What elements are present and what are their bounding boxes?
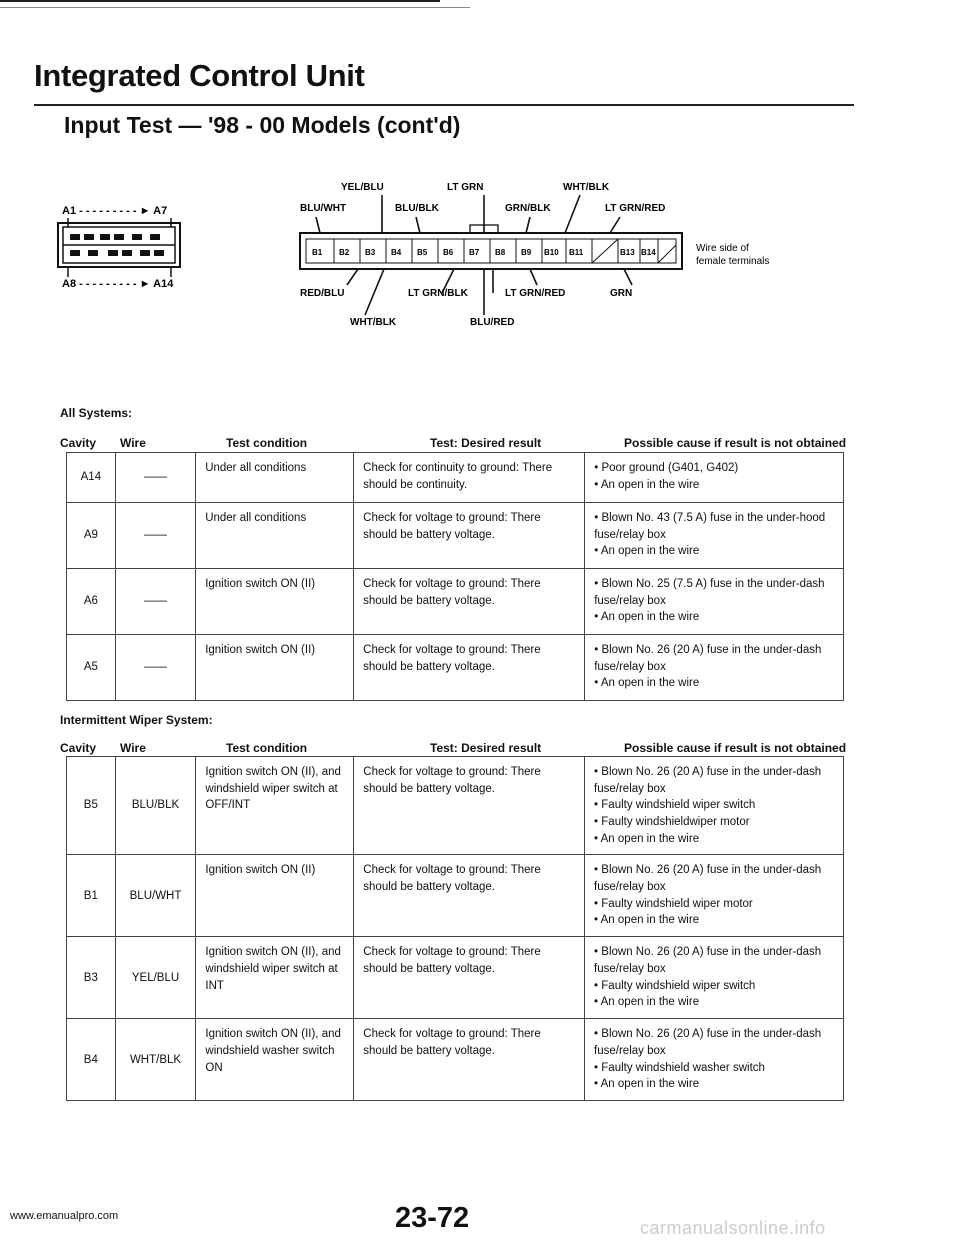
col-condition: Test condition <box>226 436 308 450</box>
top-rule-thin <box>0 7 470 8</box>
connector-diagram <box>0 165 960 365</box>
cause-cell <box>585 503 844 569</box>
wire-label-lt-grn-blk: LT GRN/BLK <box>408 288 468 299</box>
wire-label-lt-grn: LT GRN <box>447 182 484 193</box>
cause-item: • An open in the wire <box>594 994 834 1011</box>
cause-item: • An open in the wire <box>594 477 834 494</box>
cause-item: • Blown No. 43 (7.5 A) fuse in the under-hood fuse/relay box <box>594 510 834 543</box>
cavity-cell: A5 <box>67 635 116 701</box>
all-systems-table <box>66 452 844 701</box>
side-note-line-2: female terminals <box>696 256 770 267</box>
cavity-cell: A6 <box>67 569 116 635</box>
terminal-b3: B3 <box>365 248 376 257</box>
terminal-b10: B10 <box>544 248 559 257</box>
terminal-b9: B9 <box>521 248 532 257</box>
wire-cell: —— <box>115 453 195 503</box>
cause-cell <box>585 937 844 1019</box>
col-cause-2: Possible cause if result is not obtained <box>624 741 847 755</box>
wire-label-lt-grn-red-top: LT GRN/RED <box>605 203 666 214</box>
wire-label-grn: GRN <box>610 288 633 299</box>
cause-item: • Blown No. 26 (20 A) fuse in the under-dash fuse/relay box <box>594 862 834 895</box>
cause-cell <box>585 1019 844 1101</box>
condition-cell: Ignition switch ON (II), and windshield washer switch ON <box>196 1019 354 1101</box>
table-row <box>67 855 844 937</box>
cause-cell <box>585 453 844 503</box>
table-row <box>67 453 844 503</box>
page-number: 23-72 <box>395 1202 470 1234</box>
wire-cell: WHT/BLK <box>115 1019 196 1101</box>
cause-item: • Blown No. 26 (20 A) fuse in the under-dash fuse/relay box <box>594 642 834 675</box>
cause-item: • An open in the wire <box>594 831 834 848</box>
table-row <box>67 1019 844 1101</box>
cause-item: • An open in the wire <box>594 675 834 692</box>
result-cell: Check for voltage to ground: There should be battery voltage. <box>354 503 585 569</box>
table-row <box>67 757 844 855</box>
cause-item: • Blown No. 26 (20 A) fuse in the under-dash fuse/relay box <box>594 1026 834 1059</box>
wire-label-yel-blu: YEL/BLU <box>341 182 384 193</box>
result-cell: Check for voltage to ground: There should be battery voltage. <box>354 1019 585 1101</box>
cavity-cell: B3 <box>67 937 116 1019</box>
table-row <box>67 569 844 635</box>
cause-cell <box>585 569 844 635</box>
cavity-cell: B4 <box>67 1019 116 1101</box>
wire-label-wht-blk-bottom: WHT/BLK <box>350 317 397 328</box>
col-cause: Possible cause if result is not obtained <box>624 436 847 450</box>
result-cell: Check for voltage to ground: There should be battery voltage. <box>354 635 585 701</box>
table-row <box>67 937 844 1019</box>
section-subtitle: Input Test — '98 - 00 Models (cont'd) <box>64 112 461 138</box>
col-condition-2: Test condition <box>226 741 308 755</box>
terminal-b14: B14 <box>641 248 656 257</box>
condition-cell: Ignition switch ON (II) <box>196 635 354 701</box>
side-note-line-1: Wire side of <box>696 243 749 254</box>
table-row <box>67 635 844 701</box>
wire-cell: —— <box>115 635 195 701</box>
wiper-system-label: Intermittent Wiper System: <box>60 713 213 727</box>
cavity-cell: A9 <box>67 503 116 569</box>
cause-item: • Blown No. 25 (7.5 A) fuse in the under-dash fuse/relay box <box>594 576 834 609</box>
cause-item: • Blown No. 26 (20 A) fuse in the under-dash fuse/relay box <box>594 764 834 797</box>
cause-item: • Faulty windshield wiper switch <box>594 797 834 814</box>
cause-item: • Faulty windshieldwiper motor <box>594 814 834 831</box>
col-wire-2: Wire <box>120 741 146 755</box>
all-systems-label: All Systems: <box>60 406 133 420</box>
wire-cell: —— <box>115 503 195 569</box>
cause-item: • An open in the wire <box>594 543 834 560</box>
terminal-b7: B7 <box>469 248 480 257</box>
condition-cell: Ignition switch ON (II) <box>196 569 354 635</box>
terminal-b13: B13 <box>620 248 635 257</box>
result-cell: Check for voltage to ground: There should be battery voltage. <box>354 855 585 937</box>
wire-cell: —— <box>115 569 195 635</box>
top-rule <box>0 0 440 2</box>
terminal-b5: B5 <box>417 248 428 257</box>
cause-item: • An open in the wire <box>594 609 834 626</box>
cause-cell <box>585 635 844 701</box>
source-url: www.emanualpro.com <box>10 1210 119 1222</box>
cause-cell <box>585 757 844 855</box>
connector-a-top-label: A1 - - - - - - - - - ► A7 <box>62 205 168 217</box>
connector-a-bottom-label: A8 - - - - - - - - - ► A14 <box>62 278 174 290</box>
table-row <box>67 503 844 569</box>
col-result-2: Test: Desired result <box>430 741 542 755</box>
title-rule <box>34 104 854 106</box>
result-cell: Check for continuity to ground: There should be continuity. <box>354 453 585 503</box>
cause-item: • An open in the wire <box>594 912 834 929</box>
connector-a-face <box>58 205 180 290</box>
cause-item: • An open in the wire <box>594 1076 834 1093</box>
wire-label-blu-wht: BLU/WHT <box>300 203 347 214</box>
condition-cell: Under all conditions <box>196 503 354 569</box>
terminal-b1: B1 <box>312 248 323 257</box>
wire-label-blu-blk: BLU/BLK <box>395 203 439 214</box>
cause-item: • Faulty windshield wiper motor <box>594 896 834 913</box>
terminal-b11: B11 <box>569 248 584 257</box>
wire-label-lt-grn-red-bottom: LT GRN/RED <box>505 288 566 299</box>
col-result: Test: Desired result <box>430 436 542 450</box>
terminal-b2: B2 <box>339 248 350 257</box>
result-cell: Check for voltage to ground: There should be battery voltage. <box>354 937 585 1019</box>
wire-label-red-blu: RED/BLU <box>300 288 345 299</box>
cause-item: • Faulty windshield wiper switch <box>594 978 834 995</box>
cavity-cell: B5 <box>67 757 116 855</box>
cause-cell <box>585 855 844 937</box>
page-title: Integrated Control Unit <box>34 58 365 93</box>
condition-cell: Ignition switch ON (II), and windshield wiper switch at OFF/INT <box>196 757 354 855</box>
wiper-system-table <box>66 756 844 1101</box>
watermark: carmanualsonline.info <box>640 1218 826 1238</box>
terminal-b8: B8 <box>495 248 506 257</box>
wire-cell: BLU/WHT <box>115 855 196 937</box>
condition-cell: Ignition switch ON (II) <box>196 855 354 937</box>
cause-item: • Faulty windshield washer switch <box>594 1060 834 1077</box>
result-cell: Check for voltage to ground: There should be battery voltage. <box>354 569 585 635</box>
terminal-b4: B4 <box>391 248 402 257</box>
wire-label-blu-red: BLU/RED <box>470 317 515 328</box>
col-cavity: Cavity <box>60 436 97 450</box>
col-cavity-2: Cavity <box>60 741 97 755</box>
wire-cell: BLU/BLK <box>115 757 196 855</box>
wire-cell: YEL/BLU <box>115 937 196 1019</box>
result-cell: Check for voltage to ground: There should be battery voltage. <box>354 757 585 855</box>
connector-b-face <box>300 182 769 328</box>
cavity-cell: A14 <box>67 453 116 503</box>
condition-cell: Ignition switch ON (II), and windshield wiper switch at INT <box>196 937 354 1019</box>
wire-label-grn-blk: GRN/BLK <box>505 203 551 214</box>
cause-item: • Blown No. 26 (20 A) fuse in the under-dash fuse/relay box <box>594 944 834 977</box>
cause-item: • Poor ground (G401, G402) <box>594 460 834 477</box>
terminal-b6: B6 <box>443 248 454 257</box>
cavity-cell: B1 <box>67 855 116 937</box>
wire-label-wht-blk-top: WHT/BLK <box>563 182 610 193</box>
condition-cell: Under all conditions <box>196 453 354 503</box>
col-wire: Wire <box>120 436 146 450</box>
